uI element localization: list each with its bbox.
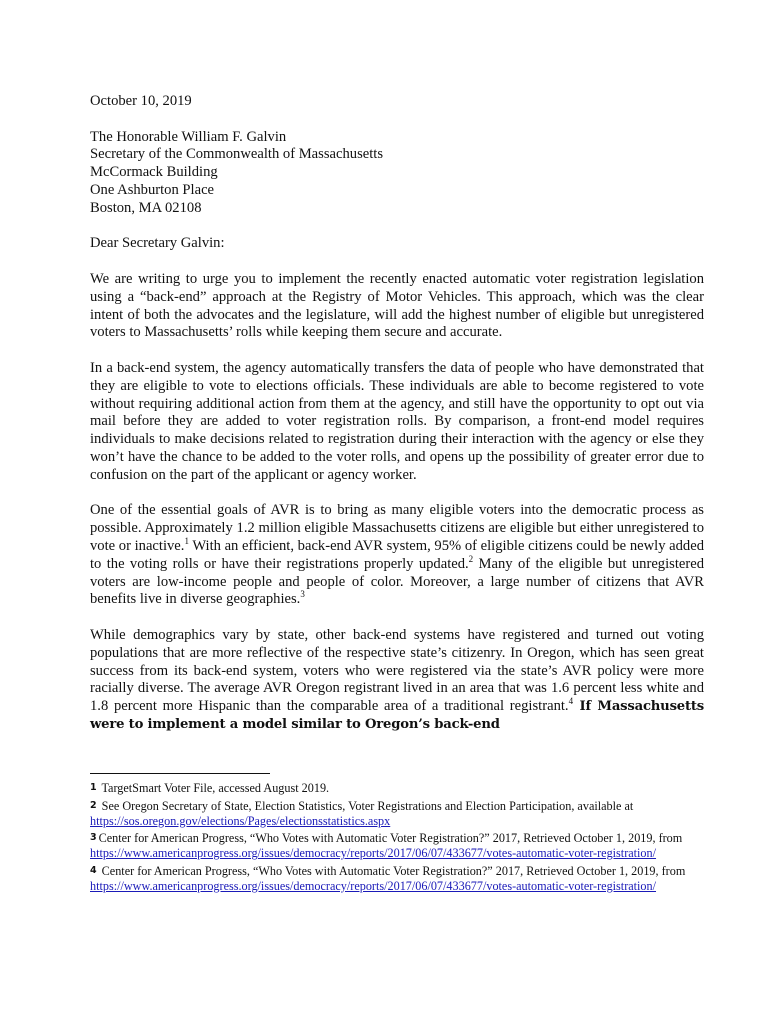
footnote-number: 1 [90, 782, 97, 793]
recipient-line: One Ashburton Place [90, 181, 215, 198]
footnote-item [90, 781, 710, 796]
footnote-text: TargetSmart Voter File, accessed August 2019. [101, 781, 330, 795]
footnote-number: 4 [90, 864, 97, 876]
paragraph-text: One of the essential goals of AVR is to bring as many eligible voters into the democratic process as possible. Approximately 1.2 million eligible Massachusetts citizens are eligible but either unregistered to vote or inactive. [90, 502, 704, 554]
letter-date: October 10, 2019 [90, 93, 192, 109]
recipient-line: The Honorable William F. Galvin [90, 128, 287, 145]
footnote-ref[interactable]: 2 [468, 553, 474, 564]
footnote-divider [90, 773, 270, 774]
footnote-ref[interactable]: 4 [568, 696, 574, 707]
paragraph-2: In a back-end system, the agency automatically transfers the data of people who have demonstrated that they are eligible to vote to elections officials. These individuals are able to become registered to vote without requiring additional action from them at the agency, and still have the opportunity to opt out via mail before they are added to voter registration rolls. By comparison, a front-end model requires individuals to make decisions related to registration during their interaction with the agency or else they won’t have the chance to be added to the voter rolls, and opens up the possibility of greater error due to confusion on the part of the applicant or agency worker. [90, 359, 704, 483]
salutation: Dear Secretary Galvin: [90, 235, 225, 252]
footnote-item [90, 864, 710, 894]
paragraph-1: We are writing to urge you to implement the recently enacted automatic voter registration legislation using a “back-end” approach at the Registry of Motor Vehicles. This approach, which was the clear intent of both the advocates and the legislature, will add the highest number of eligible but unregistered voters to Massachusetts’ rolls while keeping them secure and accurate. [90, 270, 704, 341]
footnote-link[interactable]: https://www.americanprogress.org/issues/democracy/reports/2017/06/07/433677/votes-automatic-voter-registration/ [90, 878, 657, 893]
footnote-link[interactable]: https://www.americanprogress.org/issues/democracy/reports/2017/06/07/433677/votes-automatic-voter-registration/ [90, 846, 657, 861]
footnote-ref[interactable]: 3 [300, 589, 305, 600]
footnote-number: 2 [90, 799, 97, 811]
letter-body [90, 93, 704, 751]
paragraph-text: With an efficient, back-end AVR system, 95% of eligible citizens could be newly added to the voting rolls or have their registrations properly updated. [90, 537, 704, 572]
footnote-link[interactable]: https://sos.oregon.gov/elections/Pages/electionsstatistics.aspx [90, 813, 391, 828]
footnote-text: See Oregon Secretary of State, Election Statistics, Voter Registrations and Election Participation, available at [101, 798, 634, 813]
recipient-line: McCormack Building [90, 164, 218, 181]
paragraph-3 [90, 502, 704, 609]
paragraph-text: Many of the eligible but unregistered voters are low-income people and people of color. Moreover, a large number of citizens that AVR benefits live in diverse geographies. [90, 555, 704, 608]
recipient-address [90, 129, 704, 218]
paragraph-4 [90, 627, 704, 734]
footnotes [90, 781, 710, 897]
footnote-ref[interactable]: 1 [184, 535, 189, 546]
footnote-item [90, 831, 710, 861]
bold-statement: If Massachusetts were to implement a model similar to Oregon’s back-end [90, 699, 704, 732]
recipient-line: Boston, MA 02108 [90, 199, 202, 216]
recipient-line: Secretary of the Commonwealth of Massachusetts [90, 146, 384, 163]
footnote-text: Center for American Progress, “Who Votes with Automatic Voter Registration?” 2017, Retrieved October 1, 2019, from [98, 831, 683, 846]
footnote-text: Center for American Progress, “Who Votes with Automatic Voter Registration?” 2017, Retrieved October 1, 2019, from [101, 863, 686, 878]
footnote-item [90, 799, 710, 829]
paragraph-text: While demographics vary by state, other back-end systems have registered and turned out voting populations that are more reflective of the respective state’s citizenry. In Oregon, which has seen great success from its back-end system, voters who were registered via the state’s AVR policy were more racially diverse. The average AVR Oregon registrant lived in an area that was 1.6 percent less white and 1.8 percent more Hispanic than the comparable area of a traditional registrant. [90, 626, 704, 715]
footnote-number: 3 [90, 832, 97, 844]
